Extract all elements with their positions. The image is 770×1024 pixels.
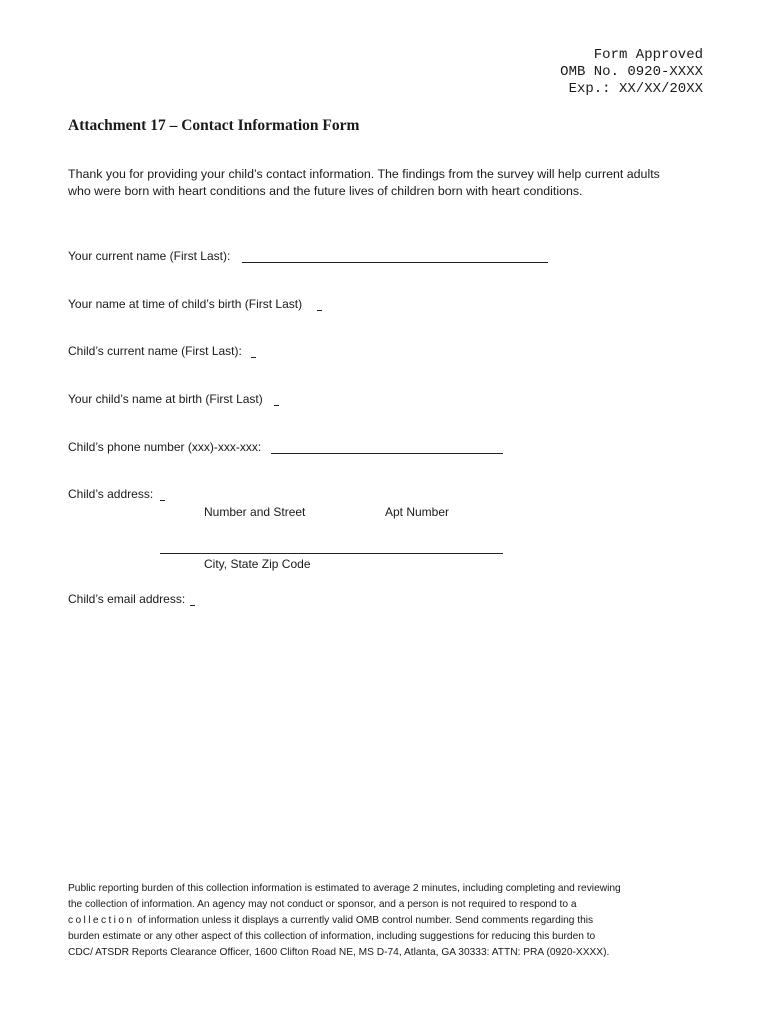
intro-paragraph xyxy=(68,166,660,200)
child-phone-label: Child’s phone number (xxx)-xxx-xxx: xyxy=(68,440,262,454)
city-state-zip-field[interactable] xyxy=(160,553,503,554)
current-name-label: Your current name (First Last): xyxy=(68,249,231,263)
burden-line-5: CDC/ ATSDR Reports Clearance Officer, 1600 Clifton Road NE, MS D-74, Atlanta, GA 30333: ATTN: PRA (0920-XXXX). xyxy=(68,947,610,958)
burden-line-4: burden estimate or any other aspect of this collection of information, including suggestions for reducing this burden to xyxy=(68,931,596,942)
child-email-label: Child’s email address: xyxy=(68,592,186,606)
burden-collection-word: collection xyxy=(68,915,135,926)
burden-line-1: Public reporting burden of this collection information is estimated to average 2 minutes, including completing and reviewing xyxy=(68,883,621,894)
omb-number-text: OMB No. 0920-XXXX xyxy=(560,64,703,80)
child-address-field[interactable] xyxy=(160,500,165,501)
child-name-at-birth-field[interactable] xyxy=(274,405,279,406)
child-address-label: Child’s address: xyxy=(68,487,154,501)
expiration-text: Exp.: XX/XX/20XX xyxy=(568,81,703,97)
form-approved-text: Form Approved xyxy=(593,47,703,63)
burden-line-3-rest: of information unless it displays a currently valid OMB control number. Send comments regarding this xyxy=(134,915,594,926)
omb-header xyxy=(560,47,703,98)
page-title: Attachment 17 – Contact Information Form xyxy=(68,117,360,134)
apt-number-caption: Apt Number xyxy=(385,505,450,519)
intro-line-2: who were born with heart conditions and the future lives of children born with heart conditions. xyxy=(68,184,583,198)
number-street-caption: Number and Street xyxy=(204,505,306,519)
current-name-field[interactable] xyxy=(242,262,548,263)
burden-line-3 xyxy=(68,913,708,929)
city-state-zip-caption: City, State Zip Code xyxy=(204,557,311,571)
intro-line-1: Thank you for providing your child’s contact information. The findings from the survey will help current adults xyxy=(68,167,660,181)
name-at-birth-label: Your name at time of child’s birth (First Last) xyxy=(68,297,303,311)
burden-statement xyxy=(68,881,708,961)
child-phone-field[interactable] xyxy=(271,453,503,454)
name-at-birth-field[interactable] xyxy=(317,310,322,311)
child-name-at-birth-label: Your child’s name at birth (First Last) xyxy=(68,392,263,406)
child-email-field[interactable] xyxy=(190,605,195,606)
child-current-name-label: Child’s current name (First Last): xyxy=(68,344,242,358)
burden-line-2: the collection of information. An agency may not conduct or sponsor, and a person is not required to respond to a xyxy=(68,899,577,910)
child-current-name-field[interactable] xyxy=(251,357,256,358)
